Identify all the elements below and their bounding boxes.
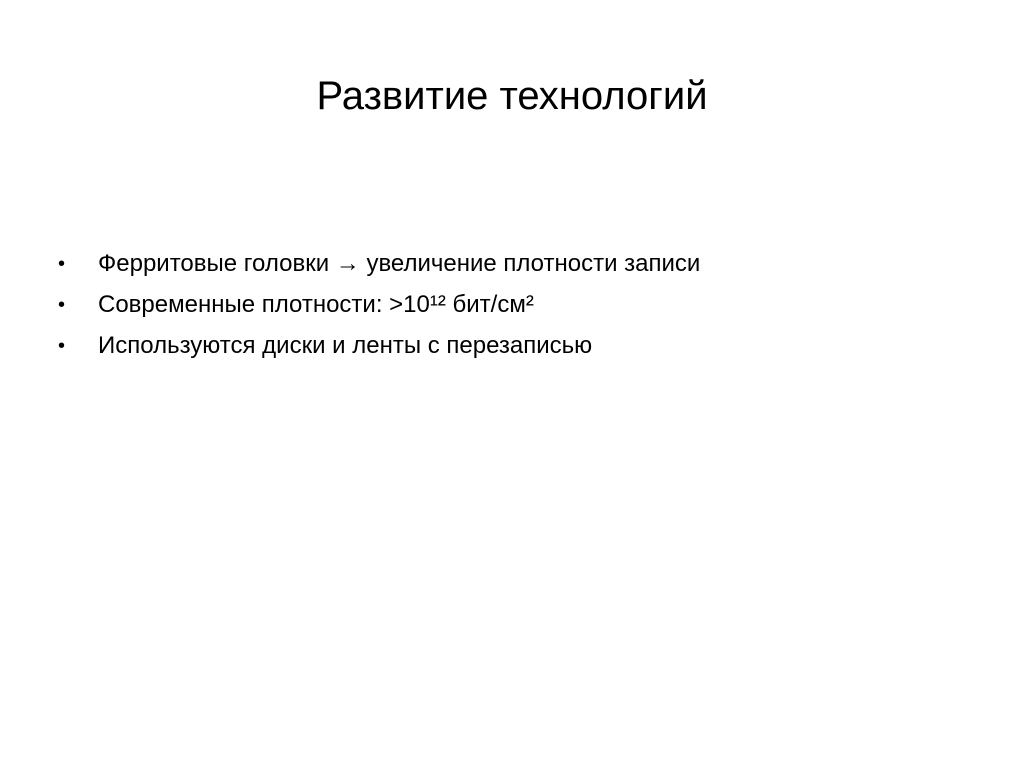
bullet-text: Современные плотности: >10¹² бит/см² bbox=[98, 291, 534, 318]
bullet-marker: • bbox=[58, 253, 66, 275]
list-item bbox=[58, 245, 978, 286]
bullet-marker: • bbox=[58, 294, 66, 316]
bullet-text: Ферритовые головки → увеличение плотности записи bbox=[98, 250, 701, 277]
bullet-text: Используются диски и ленты с перезаписью bbox=[98, 332, 593, 359]
list-item bbox=[58, 327, 978, 368]
list-item bbox=[58, 286, 978, 327]
slide-title: Развитие технологий bbox=[316, 74, 708, 118]
bullet-list bbox=[58, 245, 978, 368]
bullet-marker: • bbox=[58, 335, 66, 357]
